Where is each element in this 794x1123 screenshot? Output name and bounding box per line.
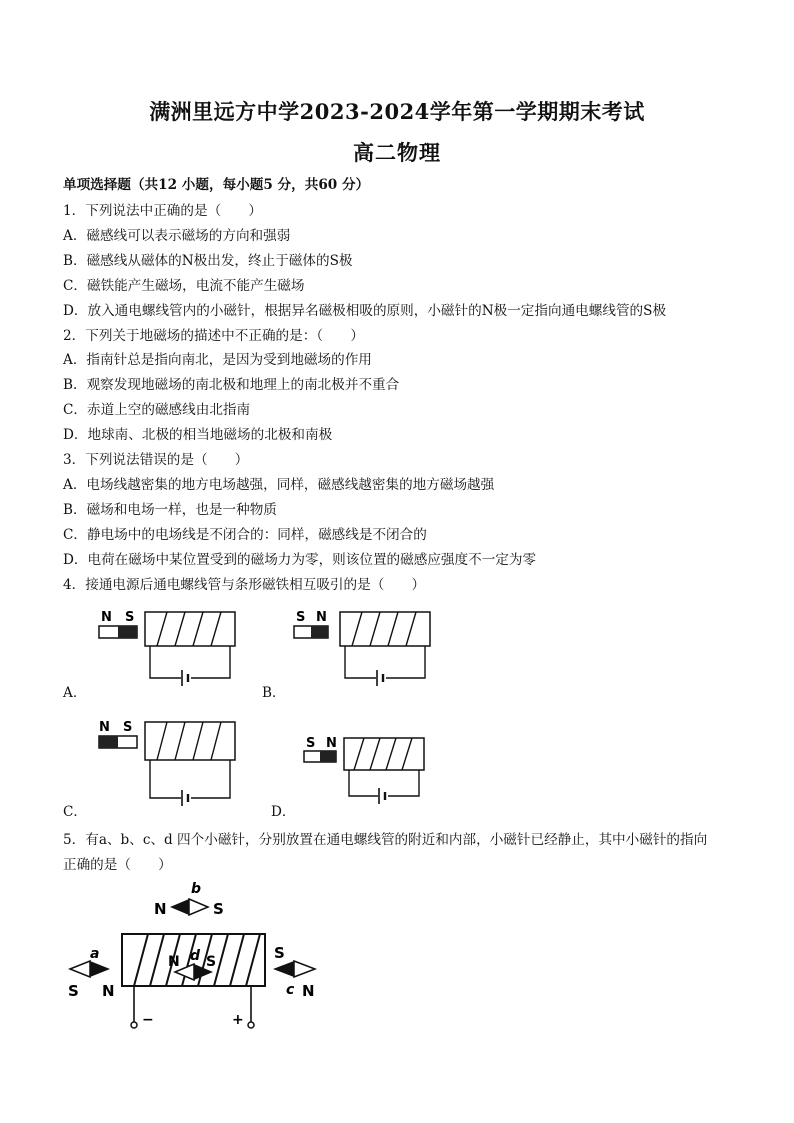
q1-option-b: B．磁感线从磁体的N极出发，终止于磁体的S极 [63,253,353,269]
q2-option-d: D．地球南、北极的相当地磁场的北极和南极 [63,427,333,443]
q2-stem: 2．下列关于地磁场的描述中不正确的是：（ ） [63,328,364,344]
needle-c-label: c [286,982,295,998]
terminal-minus: − [142,1012,154,1028]
q4-figure-c [95,714,245,810]
needle-c-s: S [274,944,285,962]
q3-option-a: A．电场线越密集的地方电场越强，同样，磁感线越密集的地方磁场越强 [63,477,495,493]
q1-option-c: C．磁铁能产生磁场，电流不能产生磁场 [63,278,305,294]
q5-solenoid-figure [62,876,332,1036]
q5-stem-line1: 5．有a、b、c、d 四个小磁针，分别放置在通电螺线管的附近和内部，小磁针已经静止，其中小磁针的指向 [63,832,708,848]
svg-text:S: S [296,610,306,625]
q2-option-a: A．指南针总是指向南北，是因为受到地磁场的作用 [63,352,372,368]
exam-title: 满洲里远方中学2023-2024学年第一学期期末考试 [149,99,645,124]
q4-figure-b [290,604,440,690]
needle-d-n: N [168,954,180,970]
needle-c-n: N [302,982,315,1000]
q2-option-b: B．观察发现地磁场的南北极和地理上的南北极并不重合 [63,377,400,393]
q4-option-d-label: D． [271,804,296,820]
svg-text:S: S [123,720,133,735]
q1-stem: 1．下列说法中正确的是（ ） [63,203,262,219]
needle-b-s: S [213,900,224,918]
q3-option-b: B．磁场和电场一样，也是一种物质 [63,502,277,518]
needle-b-label: b [191,881,202,897]
q3-option-d: D．电荷在磁场中某位置受到的磁场力为零，则该位置的磁感应强度不一定为零 [63,552,537,568]
q4-option-a-label: A． [63,685,87,701]
svg-text:N: N [101,610,112,625]
needle-d-label: d [190,948,201,964]
exam-subtitle: 高二物理 [353,140,441,165]
section-heading: 单项选择题（共12 小题，每小题5 分，共60 分） [63,177,370,193]
svg-text:N: N [316,610,327,625]
needle-a-s: S [68,982,79,1000]
svg-text:S: S [125,610,135,625]
needle-a-n: N [102,982,115,1000]
needle-a-label: a [90,946,100,962]
q4-figure-d [300,732,430,808]
needle-b-n: N [154,900,167,918]
q4-stem: 4．接通电源后通电螺线管与条形磁铁相互吸引的是（ ） [63,577,426,593]
q4-figure-a [95,604,245,690]
q1-option-d: D．放入通电螺线管内的小磁针，根据异名磁极相吸的原则，小磁针的N极一定指向通电螺线管的S极 [63,303,667,319]
terminal-plus: + [232,1012,244,1028]
q3-option-c: C．静电场中的电场线是不闭合的：同样，磁感线是不闭合的 [63,527,427,543]
svg-text:N: N [326,736,337,751]
svg-text:N: N [99,720,110,735]
q4-option-b-label: B． [262,685,286,701]
q3-stem: 3．下列说法错误的是（ ） [63,452,249,468]
q5-stem-line2: 正确的是（ ） [63,857,172,873]
q2-option-c: C．赤道上空的磁感线由北指南 [63,402,251,418]
q1-option-a: A．磁感线可以表示磁场的方向和强弱 [63,228,291,244]
q4-option-c-label: C． [63,804,87,820]
svg-text:S: S [306,736,316,751]
needle-d-s: S [206,954,217,970]
